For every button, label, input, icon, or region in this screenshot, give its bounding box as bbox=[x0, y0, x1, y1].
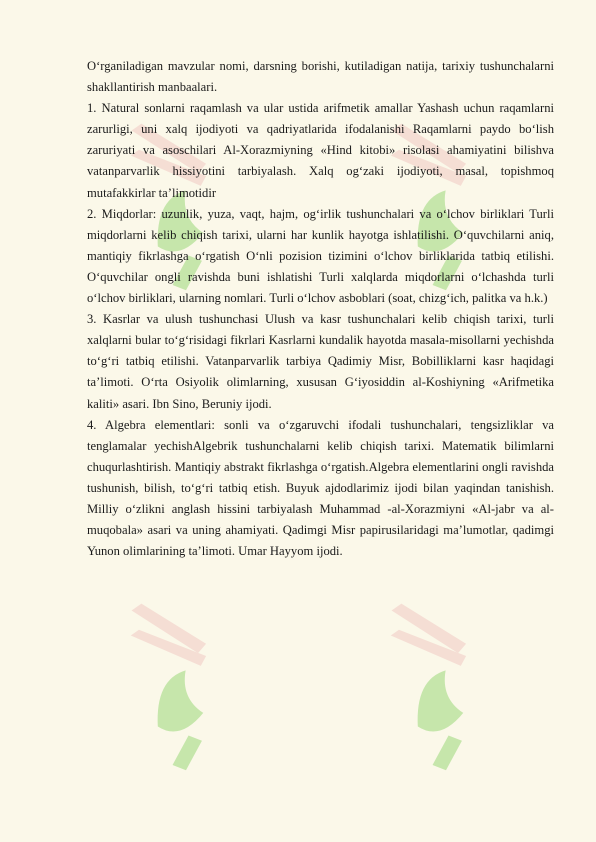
section-2-quantities: 2. Miqdorlar: uzunlik, yuza, vaqt, hajm, og‘irlik tushunchalari va o‘lchov birliklari Turli miqdorlarni kelib chiqish tarixi, ularni har kunlik hayotga ishlatilishi. O‘quvchilarni aniq, mantiqiy fikrlashga o‘rgatish O‘nli pozision tizimini o‘lchov birliklarida tatbiq etilishi. O‘quvchilar ongli ravishda buni ishlatishi Turli xalqlarda miqdorlarni o‘lchashda turli o‘lchov birliklari, ularning nomlari. Turli o‘lchov asboblari (soat, chizg‘ich, palitka va h.k.) bbox=[87, 206, 554, 306]
document-body bbox=[87, 56, 554, 562]
section-4-algebra: 4. Algebra elementlari: sonli va o‘zgaruvchi ifodali tushunchalari, tengsizliklar va tenglamalar yechishAlgebrik tushunchalarni kelib chiqish tarixi. Matematik bilimlarni chuqurlashtirish. Mantiqiy abstrakt fikrlashga o‘rgatish.Algebra elementlarini ongli ravishda tushunish, bilish, to‘g‘ri tatbiq etish. Buyuk ajdodlarimiz ijodi bilan yaqindan tanishish. Milliy o‘zlikni anglash hissini tarbiyalash Muhammad -al-Xorazmiyni «Al-jabr va al-muqobala» asari va uning ahamiyati. Qadimgi Misr papirusilaridagi ma’lumotlar, qadimgi Yunon olimlarining ta’limoti. Umar Hayyom ijodi. bbox=[87, 417, 554, 559]
intro-paragraph: O‘rganiladigan mavzular nomi, darsning borishi, kutiladigan natija, tarixiy tushunchalarni shakllantirish manbaalari. bbox=[87, 59, 554, 95]
section-1-natural-numbers: 1. Natural sonlarni raqamlash va ular ustida arifmetik amallar Yashash uchun raqamlarni zarurligi, uni xalq ijodiyoti va qadriyatlarida ifodalanishi Raqamlarni paydo bo‘lish zaruriyati va asoschilari Al-Xorazmiyning «Hind kitobi» risolasi ahamiyatini bilishva vatanparvarlik hissiyotini tarbiyalash. Xalq og‘zaki ijodiyoti, masal, topishmoq mutafakkirlar ta’limotidir bbox=[87, 101, 554, 200]
section-3-fractions: 3. Kasrlar va ulush tushunchasi Ulush va kasr tushunchalari kelib chiqish tarixi, turli xalqlarni bular to‘g‘risidagi fikrlari Kasrlarni kundalik hayotda masala-misollarni yechishda to‘g‘ri tatbiq etilishi. Vatanparvarlik tarbiya Qadimiy Misr, Bobilliklarni kasr haqidagi ta’limoti. O‘rta Osiyolik olimlarning, xususan G‘iyosiddin al-Koshiyning «Arifmetika kaliti» asari. Ibn Sino, Beruniy ijodi. bbox=[87, 312, 554, 411]
watermark-logo-bottom-right bbox=[360, 560, 510, 820]
watermark-logo-bottom-left bbox=[100, 560, 250, 820]
